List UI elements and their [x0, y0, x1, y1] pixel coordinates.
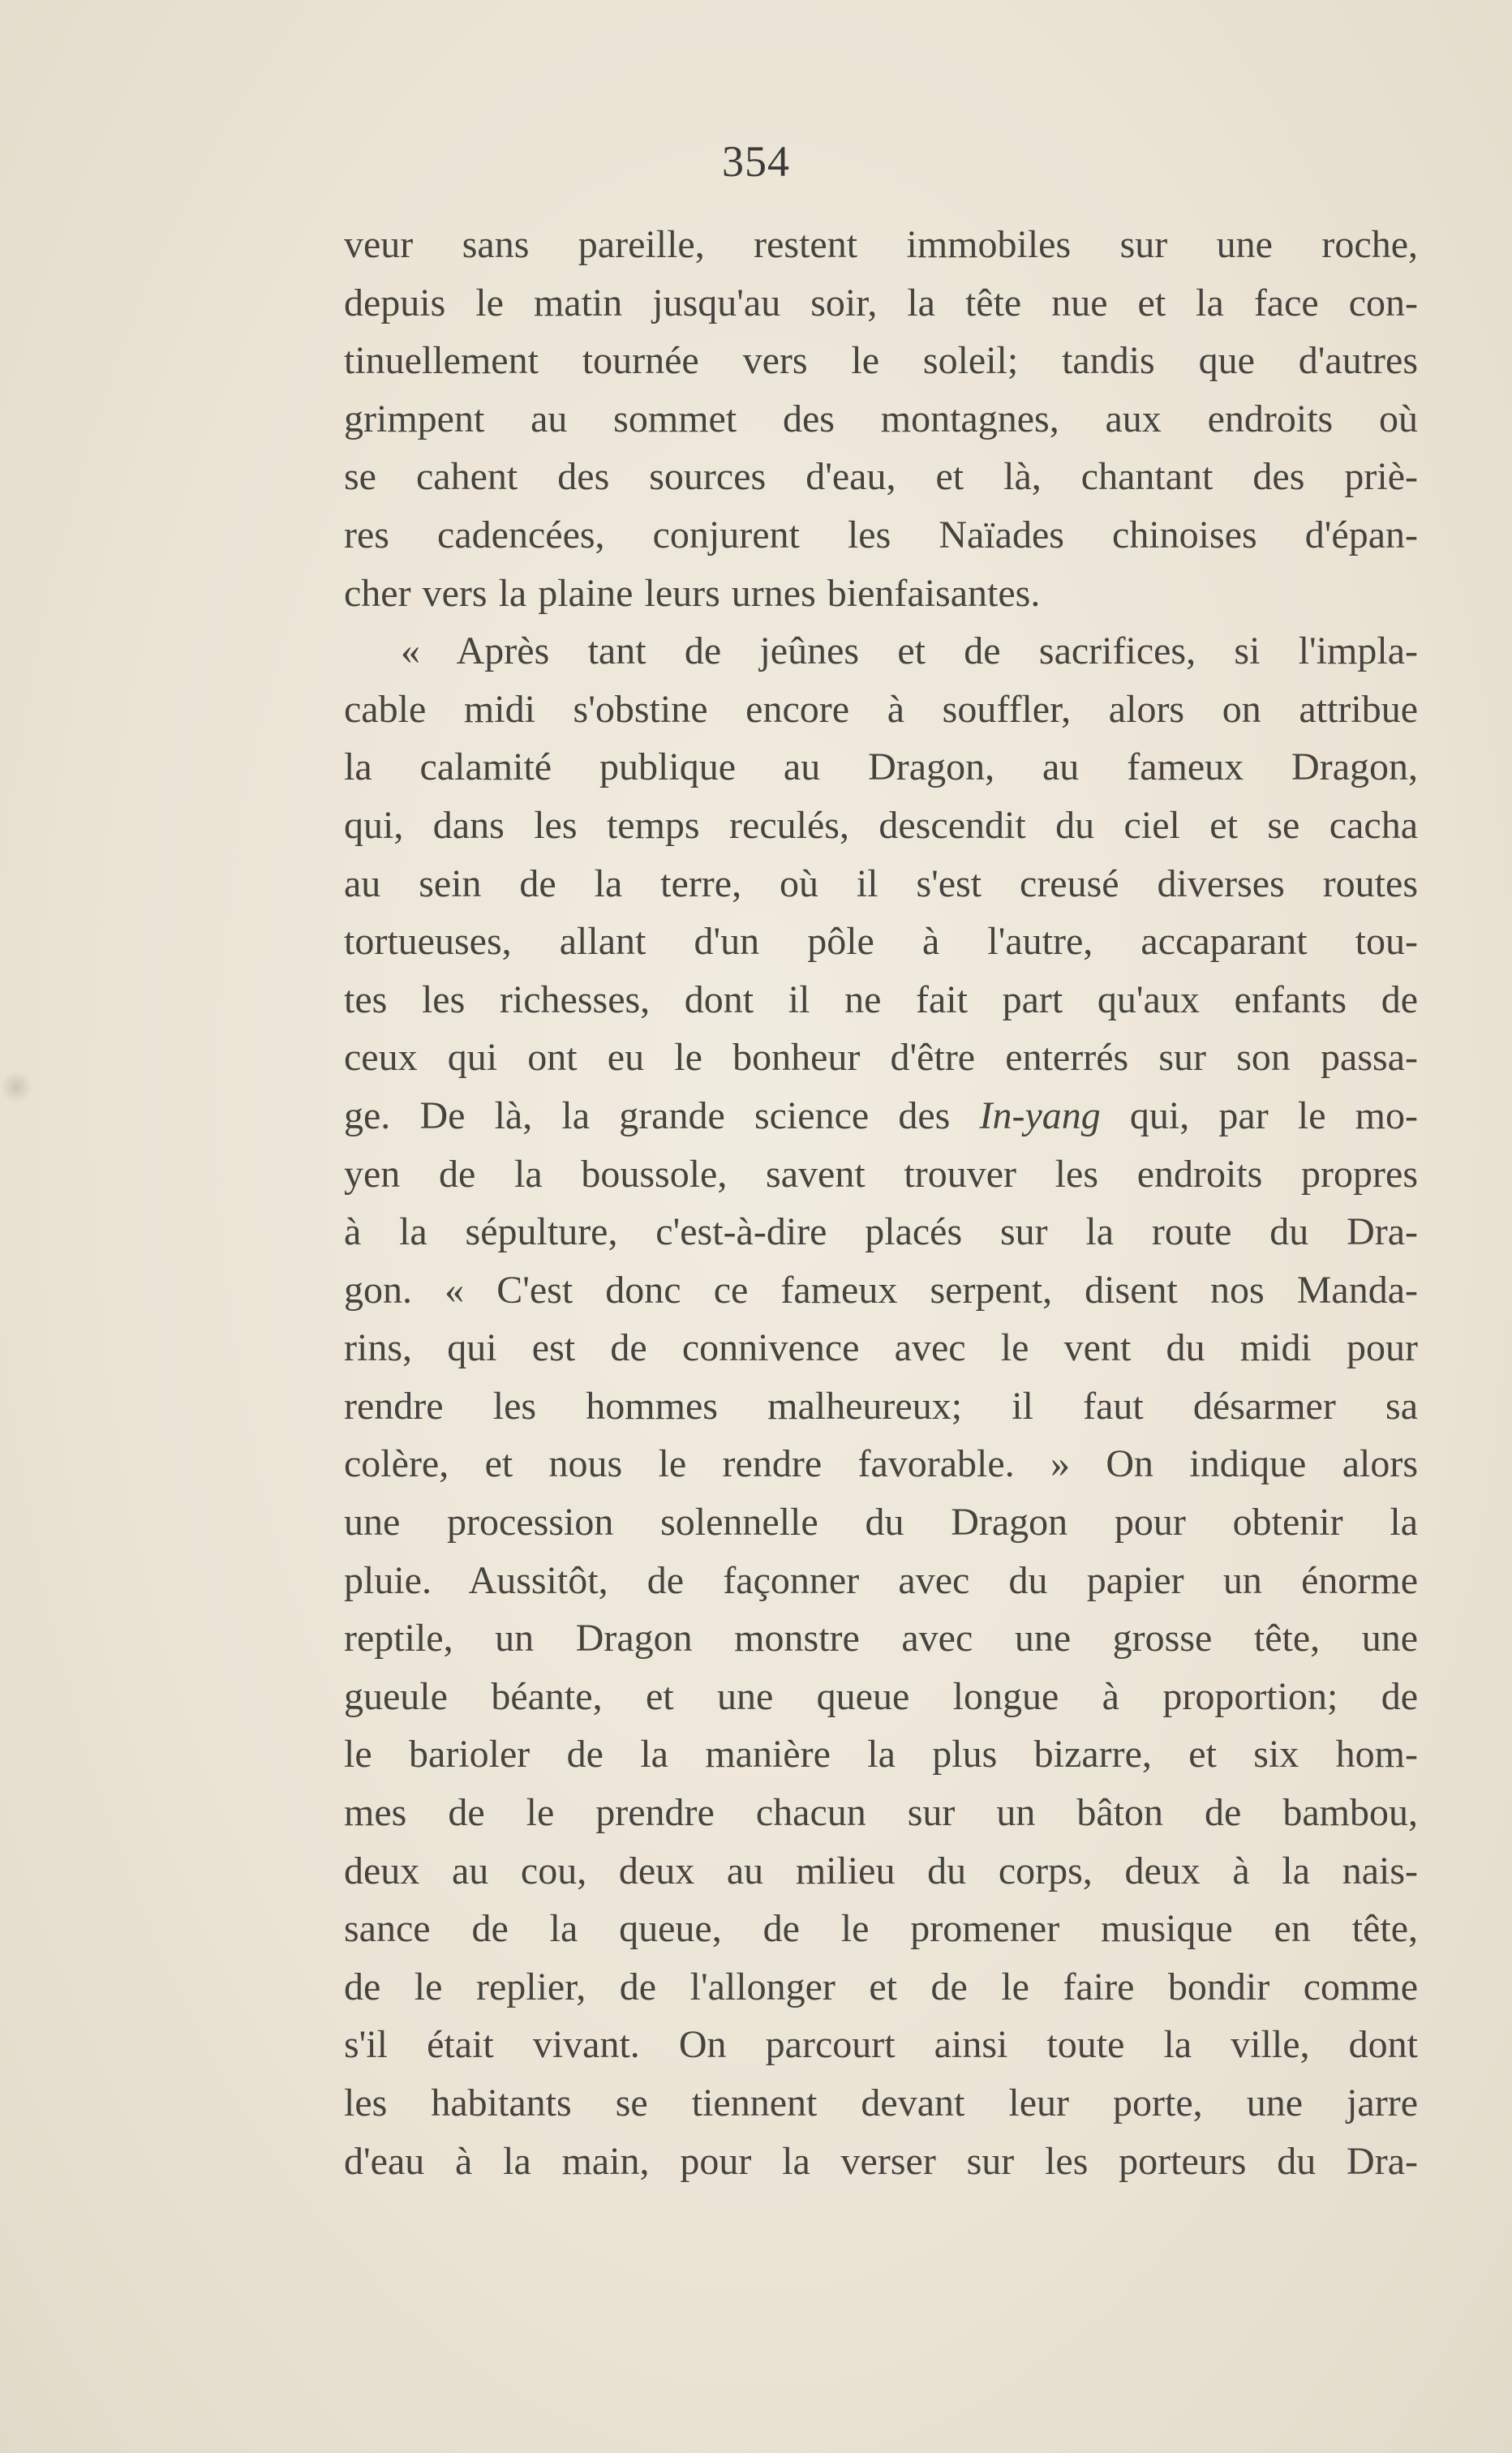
- text-line: grimpent au sommet des montagnes, aux endroits où: [344, 397, 1418, 440]
- text-line: rendre les hommes malheureux; il faut désarmer sa: [344, 1384, 1418, 1428]
- text-line: au sein de la terre, où il s'est creusé diverses routes: [344, 861, 1418, 905]
- text-line: depuis le matin jusqu'au soir, la tête nue et la face con-: [344, 281, 1418, 324]
- text-line: sance de la queue, de le promener musique en tête,: [344, 1907, 1418, 1951]
- text-line: « Après tant de jeûnes et de sacrifices, si l'impla-: [401, 629, 1418, 673]
- text-line: veur sans pareille, restent immobiles sur une roche,: [344, 223, 1418, 266]
- text-line: res cadencées, conjurent les Naïades chinoises d'épan-: [344, 513, 1418, 556]
- paper-stain: [0, 1071, 32, 1103]
- italic-term: In-yang: [979, 1093, 1101, 1137]
- text-line: qui, dans les temps reculés, descendit du ciel et se cacha: [344, 803, 1418, 847]
- text-line: colère, et nous le rendre favorable. » On indique alors: [344, 1442, 1418, 1486]
- page-number: 354: [722, 137, 790, 186]
- text-line: une procession solennelle du Dragon pour obtenir la: [344, 1501, 1418, 1544]
- text-line: gueule béante, et une queue longue à proportion; de: [344, 1674, 1418, 1718]
- text-line: ceux qui ont eu le bonheur d'être enterrés sur son passa-: [344, 1036, 1418, 1080]
- body-text: [344, 216, 1418, 2190]
- text-line: cable midi s'obstine encore à souffler, alors on attribue: [344, 687, 1418, 731]
- text-line: les habitants se tiennent devant leur porte, une jarre: [344, 2081, 1418, 2124]
- text-line: tortueuses, allant d'un pôle à l'autre, accaparant tou-: [344, 920, 1418, 964]
- text-line: reptile, un Dragon monstre avec une grosse tête, une: [344, 1617, 1418, 1660]
- text-line: ge. De là, la grande science des In-yang qui, par le mo-: [344, 1093, 1418, 1137]
- text-line: la calamité publique au Dragon, au fameux Dragon,: [344, 745, 1418, 789]
- text-line: pluie. Aussitôt, de façonner avec du papier un énorme: [344, 1558, 1418, 1602]
- text-line: rins, qui est de connivence avec le vent du midi pour: [344, 1326, 1418, 1370]
- text-line: deux au cou, deux au milieu du corps, deux à la nais-: [344, 1849, 1418, 1892]
- text-line: à la sépulture, c'est-à-dire placés sur la route du Dra-: [344, 1210, 1418, 1254]
- text-line: le barioler de la manière la plus bizarre, et six hom-: [344, 1733, 1418, 1776]
- text-line: mes de le prendre chacun sur un bâton de bambou,: [344, 1791, 1418, 1835]
- text-line: cher vers la plaine leurs urnes bienfaisantes.: [344, 571, 1041, 615]
- text-line: tes les richesses, dont il ne fait part qu'aux enfants de: [344, 977, 1418, 1021]
- text-line: tinuellement tournée vers le soleil; tandis que d'autres: [344, 339, 1418, 383]
- text-line: s'il était vivant. On parcourt ainsi toute la ville, dont: [344, 2023, 1418, 2067]
- text-line: se cahent des sources d'eau, et là, chantant des priè-: [344, 455, 1418, 499]
- text-line: de le replier, de l'allonger et de le faire bondir comme: [344, 1965, 1418, 2008]
- text-line: yen de la boussole, savent trouver les endroits propres: [344, 1152, 1418, 1196]
- text-line: d'eau à la main, pour la verser sur les porteurs du Dra-: [344, 2139, 1418, 2183]
- text-line: gon. « C'est donc ce fameux serpent, disent nos Manda-: [344, 1268, 1418, 1312]
